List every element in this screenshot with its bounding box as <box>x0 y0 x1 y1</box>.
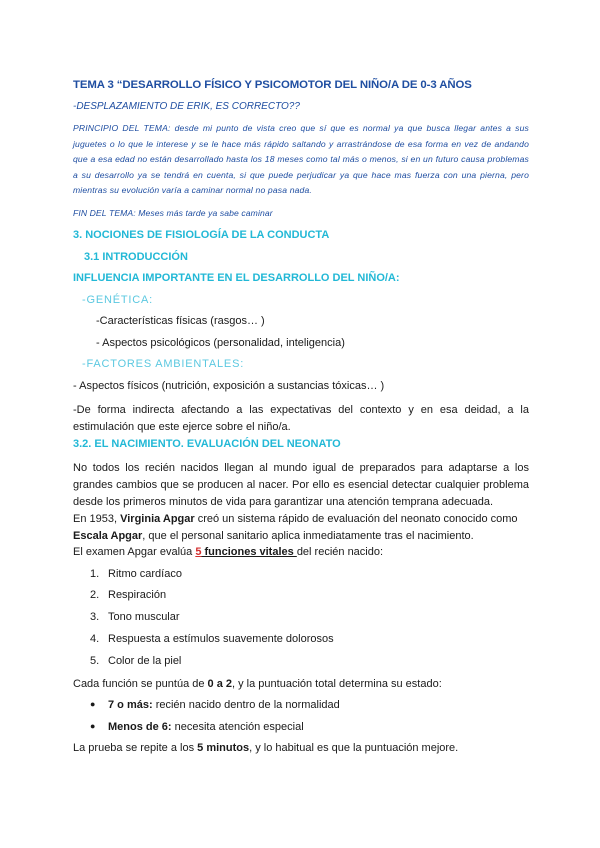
birth-paragraph: No todos los recién nacidos llegan al mundo igual de preparados para adaptarse a los grandes cambios que se producen al nacer. Por ello es esencial detectar cualquier problema desde los primeros minutos de vida para garantizar una atención temprana adecuada. <box>73 462 529 508</box>
vital-functions-paragraph: El examen Apgar evalúa 5 funciones vitales del recién nacido: <box>73 546 384 558</box>
environment-item-physical: - Aspectos físicos (nutrición, exposición a sustancias tóxicas… ) <box>73 380 385 392</box>
list-item: 1. Ritmo cardíaco <box>90 568 182 580</box>
list-item: 4. Respuesta a estímulos suavemente dolorosos <box>90 633 334 645</box>
virginia-apgar-name: Virginia Apgar <box>120 513 195 525</box>
indirect-paragraph: -De forma indirecta afectando a las expectativas del contexto y en esa deidad, a la estimulación que este ejerce sobre el niño/a. <box>73 404 529 433</box>
bullet-special-attention: ● Menos de 6: necesita atención especial <box>90 721 304 733</box>
question-line: -DESPLAZAMIENTO DE ERIK, ES CORRECTO?? <box>73 101 300 112</box>
list-item: 3. Tono muscular <box>90 611 180 623</box>
end-of-topic-line: FIN DEL TEMA: Meses más tarde ya sabe caminar <box>73 208 273 218</box>
influence-heading: INFLUENCIA IMPORTANTE EN EL DESARROLLO DEL NIÑO/A: <box>73 272 400 284</box>
repeat-test-paragraph: La prueba se repite a los 5 minutos, y lo habitual es que la puntuación mejore. <box>73 742 459 754</box>
topic-title: TEMA 3 “DESARROLLO FÍSICO Y PSICOMOTOR DEL NIÑO/A DE 0-3 AÑOS <box>73 79 472 91</box>
functions-count: 5 <box>195 546 202 558</box>
environment-label: -FACTORES AMBIENTALES: <box>82 358 245 370</box>
section-3-1-heading: 3.1 INTRODUCCIÓN <box>84 251 188 263</box>
section-3-heading: 3. NOCIONES DE FISIOLOGÍA DE LA CONDUCTA <box>73 229 330 241</box>
list-item: 2. Respiración <box>90 589 167 601</box>
bullet-normal: ● 7 o más: recién nacido dentro de la normalidad <box>90 699 340 711</box>
principle-paragraph: PRINCIPIO DEL TEMA: desde mi punto de vista creo que sí que es normal ya que busca llegar antes a sus juguetes o lo que le interese y se le hace más rápido saltando y arrastrándose de esa forma en vez de andando que a esa edad no están desarrollado hasta los 18 meses como tal más o menos, si en un futuro causa problemas a su desarrollo ya se tendrá en cuenta, si que puede perjudicar ya que hace mas fuerza con una pierna, pero mientras su evolución varía a caminar normal no pasa nada. <box>73 123 529 196</box>
list-item: 5. Color de la piel <box>90 655 182 667</box>
section-3-2-heading: 3.2. EL NACIMIENTO. EVALUACIÓN DEL NEONATO <box>73 438 341 450</box>
score-paragraph: Cada función se puntúa de 0 a 2, y la puntuación total determina su estado: <box>73 678 442 690</box>
genetics-label: -GENÉTICA: <box>82 294 153 306</box>
apgar-intro-paragraph: En 1953, Virginia Apgar creó un sistema rápido de evaluación del neonato conocido como Escala Apgar, que el personal sanitario aplica inmediatamente tras el nacimiento. <box>73 513 518 542</box>
genetics-item-psychological: - Aspectos psicológicos (personalidad, inteligencia) <box>96 337 345 349</box>
genetics-item-physical: -Características físicas (rasgos… ) <box>96 315 265 327</box>
apgar-scale-name: Escala Apgar <box>73 530 143 542</box>
